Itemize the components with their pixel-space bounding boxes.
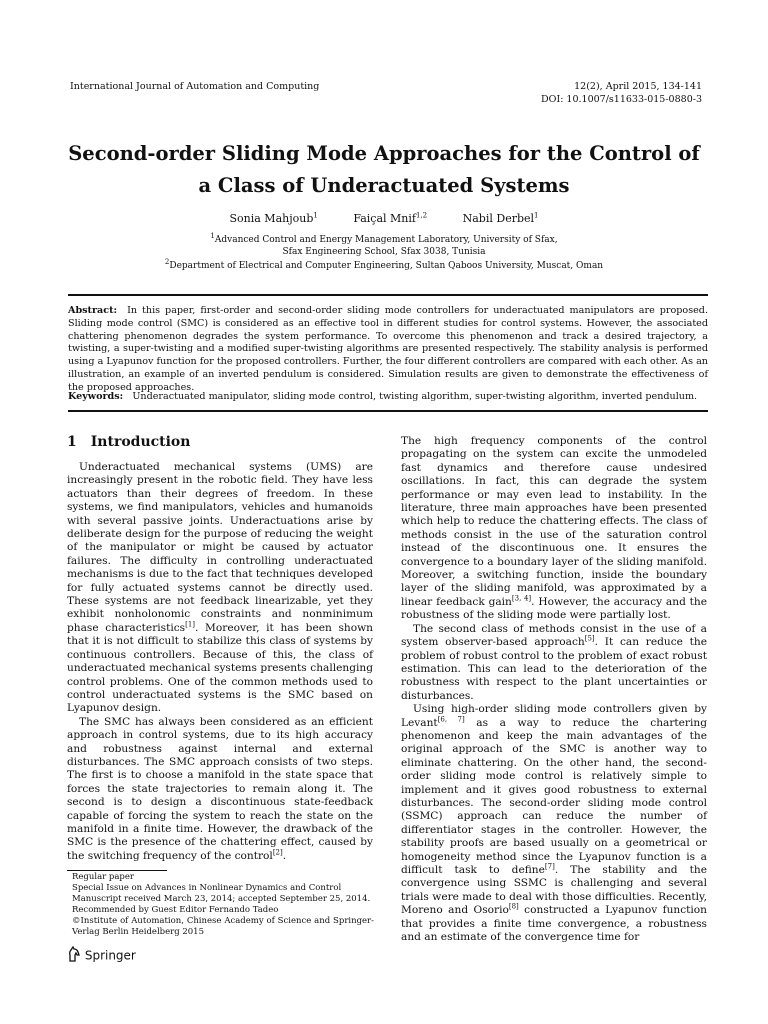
abstract-top-rule (68, 294, 708, 296)
paragraph: The second class of methods consist in the use of a system observer-based approach[5]. It can reduce the problem of robust control to the problem of exact robust estimation. This can lead to the deterioration of the robustness with respect to the plant uncertainties or disturbances. (401, 622, 707, 702)
affiliation-2: $^2$Department of Electrical and Computer Engineering, Sultan Qaboos University, Muscat, Oman (164, 258, 604, 271)
footnote: Regular paper Special Issue on Advances in Nonlinear Dynamics and Control Manuscript received March 23, 2014; accepted September 25, 2014. Recommended by Guest Editor Fernando Tadeo ©Institute of Automation, Chinese Academy of Science and Springer-Verlag Berlin Heidelberg 2015 (72, 872, 374, 937)
abstract-bottom-rule (68, 410, 708, 412)
right-column (401, 435, 707, 944)
section-heading: 1 Introduction (67, 434, 191, 450)
abstract (68, 305, 708, 395)
journal-name: International Journal of Automation and Computing (70, 81, 320, 92)
abstract-text: In this paper, first-order and second-order sliding mode controllers for underactuated manipulators are proposed. Sliding mode control (SMC) is considered as an effective tool in different studies for control systems. However, the associated chattering phenomenon degrades the system performance. To overcome this phenomenon and track a desired trajectory, a twisting, a super-twisting and a modified super-twisting algorithms are presented respectively. The stability analysis is performed using a Lyapunov function for the proposed controllers. Further, the four different controllers are compared with each other. As an illustration, an example of an inverted pendulum is considered. Simulation results are given to demonstrate the effectiveness of the proposed approaches. (68, 305, 708, 393)
paragraph: Using high-order sliding mode controllers given by Levant[6, 7] as a way to reduce the chartering phenomenon and keep the main advantages of the original approach of the SMC is another way to eliminate chattering. On the other hand, the second-order sliding mode control is relatively simple to implement and it gives good robustness to external disturbances. The second-order sliding mode control (SSMC) approach can reduce the number of differentiator stages in the controller. However, the stability proofs are based usually on a geometrical or homogeneity method since the Lyapunov function is a difficult task to define[7]. The stability and the convergence using SSMC is challenging and several trials were made to deal with those difficulties. Recently, Moreno and Osorio[8] constructed a Lyapunov function that provides a finite time convergence, a robustness and an estimate of the convergence time for (401, 703, 707, 944)
affiliation-1-line-1: $^1$Advanced Control and Energy Management Laboratory, University of Sfax, (210, 232, 558, 245)
left-column (67, 461, 373, 863)
springer-horse-icon (67, 946, 81, 965)
affiliation-1-line-2: Sfax Engineering School, Sfax 3038, Tunisia (282, 247, 486, 257)
keywords (68, 391, 708, 404)
abstract-label: Abstract: (68, 305, 118, 316)
author-1: Sonia Mahjoub$^1$ (229, 211, 318, 225)
footnote-rule (67, 870, 167, 871)
author-3: Nabil Derbel$^1$ (462, 211, 539, 225)
keywords-label: Keywords: (68, 391, 124, 402)
keywords-text: Underactuated manipulator, sliding mode control, twisting algorithm, super-twisting algorithm, inverted pendulum. (132, 391, 698, 402)
springer-logo: Springer (67, 946, 136, 965)
author-list (0, 212, 768, 225)
journal-doi: DOI: 10.1007/s11633-015-0880-3 (541, 94, 702, 105)
paragraph: The high frequency components of the control propagating on the system can excite the unmodeled fast dynamics and therefore cause undesired oscillations. In fact, this can degrade the system performance or may even lead to instability. In the literature, three main approaches have been presented which help to reduce the chattering effects. The class of methods consist in the use of the saturation control instead of the discontinuous one. It ensures the convergence to a boundary layer of the sliding manifold. Moreover, a switching function, inside the boundary layer of the sliding manifold, was approximated by a linear feedback gain[3, 4]. However, the accuracy and the robustness of the sliding mode were partially lost. (401, 435, 708, 622)
paragraph: The SMC has always been considered as an efficient approach in control systems, due to its high accuracy and robustness against internal and external disturbances. The SMC approach consists of two steps. The first is to choose a manifold in the state space that forces the state trajectories to remain along it. The second is to design a discontinuous state-feedback capable of forcing the system to reach the state on the manifold in a finite time. However, the drawback of the SMC is the presence of the chattering effect, caused by the switching frequency of the control[2]. (67, 715, 373, 862)
paper-title-line-1: Second-order Sliding Mode Approaches for the Control of (68, 142, 700, 165)
journal-issue: 12(2), April 2015, 134-141 (574, 81, 702, 92)
paper-title-line-2: a Class of Underactuated Systems (198, 174, 570, 197)
author-2: Faiçal Mnif$^{1,2}$ (353, 211, 428, 225)
paragraph: Underactuated mechanical systems (UMS) are increasingly present in the robotic field. They have less actuators than their degrees of freedom. In these systems, we find manipulators, vehicles and humanoids with several passive joints. Underactuations arise by deliberate design for the purpose of reducing the weight of the manipulator or might be caused by actuator failures. The difficulty in controlling underactuated mechanisms is due to the fact that techniques developed for fully actuated systems cannot be directly used. These systems are not feedback linearizable, yet they exhibit nonholonomic constraints and nonminimum phase characteristics[1]. Moreover, it has been shown that it is not difficult to stabilize this class of systems by continuous controllers. Because of this, the class of underactuated mechanical systems presents challenging control problems. One of the common methods used to control underactuated systems is the SMC based on Lyapunov design. (67, 461, 373, 715)
